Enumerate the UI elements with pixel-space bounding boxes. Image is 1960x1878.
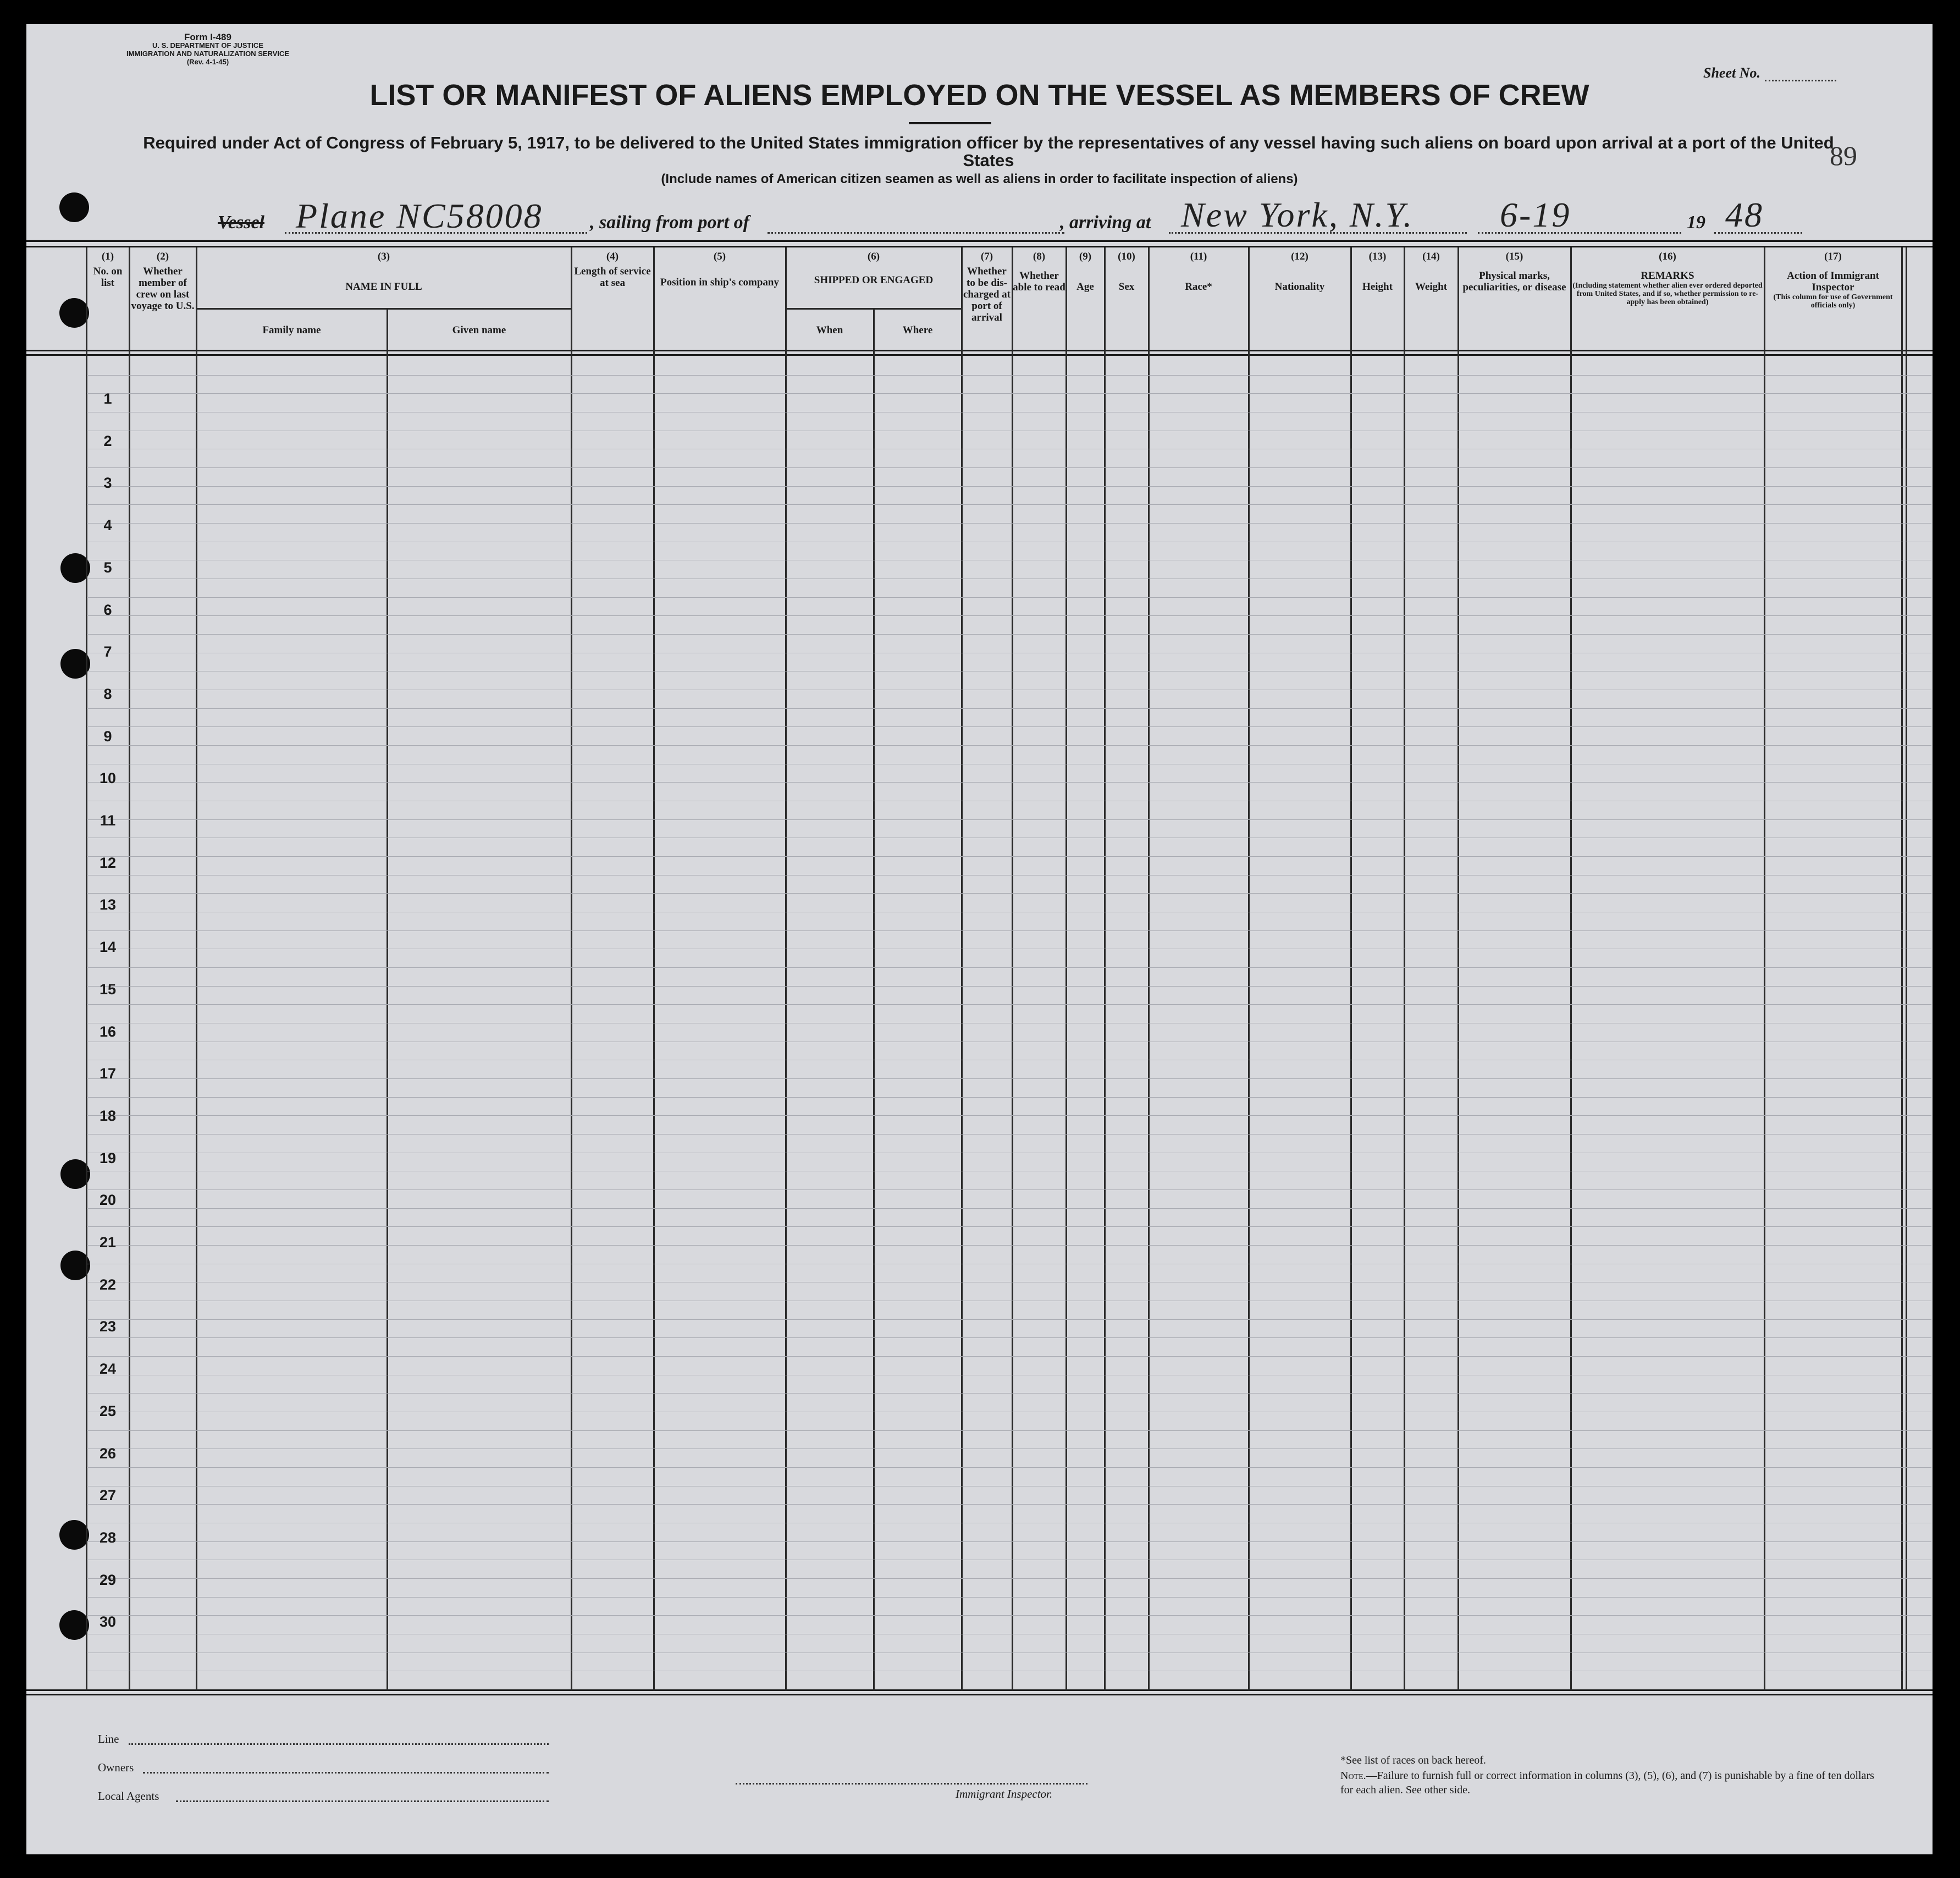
owners-label: Owners (98, 1761, 134, 1774)
row-number: 29 (99, 1572, 117, 1588)
row-number: 19 (99, 1150, 117, 1166)
penalty-note: Note.—Failure to furnish full or correct information in columns (3), (5), (6), and (7) is punishable by a fine of ten dollars for each alien. See other side. (1340, 1770, 1874, 1796)
row-number: 9 (103, 728, 112, 745)
row-rule (87, 1541, 1931, 1542)
row-rule (87, 393, 1931, 394)
row-number: 8 (103, 686, 112, 702)
row-number: 17 (99, 1065, 117, 1082)
col-header-9: (9) Age (1076, 251, 1094, 293)
row-rule (87, 856, 1931, 857)
row-rule (87, 1467, 1931, 1468)
row-rule (87, 615, 1931, 616)
row-number: 10 (99, 770, 117, 786)
row-rule (87, 1393, 1931, 1394)
table-bottom-rule (26, 1689, 1933, 1691)
row-number: 3 (103, 475, 112, 491)
vessel-value[interactable]: Plane NC58008 (296, 196, 543, 235)
department: U. S. DEPARTMENT OF JUSTICE (152, 41, 263, 49)
header-bottom-rule (26, 354, 1933, 356)
header-rule (26, 240, 1933, 242)
row-rule (87, 1578, 1931, 1579)
row-number: 26 (99, 1445, 117, 1462)
row-rule (87, 1356, 1931, 1357)
row-number: 16 (99, 1023, 117, 1040)
row-number: 25 (99, 1403, 117, 1419)
vessel-label: Vessel (218, 212, 264, 233)
row-number: 7 (103, 643, 112, 660)
row-rule (87, 1097, 1931, 1098)
agents-label: Local Agents (98, 1789, 159, 1803)
row-rule (87, 1004, 1931, 1005)
include-note: (Include names of American citizen seamen as well as aliens in order to facilitate inspection of aliens) (661, 172, 1298, 186)
punch-hole (59, 298, 89, 328)
col-sub-family-name: Family name (262, 324, 321, 336)
row-number: 5 (103, 559, 112, 576)
col-header-5: (5) Position in ship's company (660, 251, 779, 288)
table-bottom-rule (26, 1694, 1933, 1695)
sheet-no-label: Sheet No. (1703, 65, 1760, 81)
row-number: 4 (103, 517, 112, 533)
col-header-11: (11) Race* (1185, 251, 1212, 293)
row-rule (87, 967, 1931, 968)
manifest-sheet (26, 24, 1933, 1854)
col-header-4: (4) Length of service at sea (574, 251, 651, 289)
title-divider (909, 122, 991, 124)
col-header-2: (2) Whether member of crew on last voyage to U.S. (131, 251, 195, 312)
row-rule (87, 375, 1931, 376)
col-header-13: (13) Height (1362, 251, 1393, 293)
col-header-16: (16) REMARKS (Including statement whether alien ever ordered deported from United States, and if so, whether permission to re-apply has been obtained) (1572, 251, 1763, 306)
form-identifier (125, 33, 290, 66)
col-header-3: (3) NAME IN FULL (345, 251, 422, 293)
row-rule (87, 523, 1931, 524)
col-header-8: (8) Whether able to read (1013, 251, 1065, 293)
punch-hole (59, 1610, 89, 1640)
row-rule (87, 930, 1931, 931)
row-rule (87, 1504, 1931, 1505)
row-rule (87, 1597, 1931, 1598)
row-rule (87, 1337, 1931, 1338)
col-header-1: (1) No. on list (93, 251, 123, 289)
row-number: 28 (99, 1529, 117, 1546)
arriving-label: , arriving at (1060, 212, 1151, 233)
agents-field[interactable] (176, 1800, 549, 1802)
col-header-6: (6) SHIPPED OR ENGAGED (814, 251, 934, 286)
row-number: 14 (99, 939, 117, 955)
inspector-signature-field[interactable] (736, 1783, 1087, 1785)
revision: (Rev. 4-1-45) (186, 58, 229, 66)
row-rule (87, 1189, 1931, 1190)
row-rule (87, 1078, 1931, 1079)
row-number: 13 (99, 896, 117, 913)
row-rule (87, 634, 1931, 635)
row-rule (87, 745, 1931, 746)
sailing-label: , sailing from port of (590, 212, 749, 233)
row-rule (87, 819, 1931, 820)
row-rule (87, 504, 1931, 505)
punch-hole (59, 1520, 89, 1550)
row-number: 24 (99, 1361, 117, 1377)
col-header-17: (17) Action of Immigrant Inspector (This column for use of Government officials only) (1773, 251, 1893, 310)
row-rule (87, 1226, 1931, 1227)
row-rule (87, 726, 1931, 727)
form-number: Form I-489 (184, 32, 231, 42)
col-sub-when: When (816, 324, 843, 336)
row-rule (87, 893, 1931, 894)
row-number: 11 (100, 812, 116, 829)
row-rule (87, 986, 1931, 987)
row-number: 22 (99, 1276, 117, 1293)
page-title: LIST OR MANIFEST OF ALIENS EMPLOYED ON THE VESSEL AS MEMBERS OF CREW (369, 79, 1589, 112)
row-rule (87, 486, 1931, 487)
row-rule (87, 1615, 1931, 1616)
row-number: 20 (99, 1192, 117, 1208)
service-name: IMMIGRATION AND NATURALIZATION SERVICE (126, 49, 290, 58)
col-header-7: (7) Whether to be dis-charged at port of arrival (963, 251, 1011, 323)
row-rule (87, 1208, 1931, 1209)
row-number: 15 (99, 981, 117, 998)
row-number: 30 (99, 1613, 117, 1630)
subtitle: Required under Act of Congress of February 5, 1917, to be delivered to the United States immigration officer by the representatives of any vessel having such aliens on board upon arrival at a port of the United States (143, 133, 1834, 170)
row-rule (87, 1115, 1931, 1116)
year-prefix: 19 (1687, 212, 1705, 233)
col-sub-given-name: Given name (452, 324, 506, 336)
row-number: 6 (103, 602, 112, 618)
line-label: Line (98, 1732, 119, 1745)
row-rule (87, 708, 1931, 709)
races-note: *See list of races on back hereof. (1340, 1754, 1486, 1766)
row-number: 1 (103, 390, 112, 407)
col-header-10: (10) Sex (1118, 251, 1135, 293)
row-rule (87, 1430, 1931, 1431)
row-rule (87, 1245, 1931, 1246)
punch-hole (59, 192, 89, 222)
date-value[interactable]: 6-19 (1500, 195, 1571, 234)
row-rule (87, 1319, 1931, 1320)
header-bottom-rule (26, 350, 1933, 351)
row-number: 2 (103, 433, 112, 449)
owners-field[interactable] (143, 1772, 549, 1774)
arriving-value[interactable]: New York, N.Y. (1181, 195, 1414, 234)
row-number: 18 (99, 1108, 117, 1124)
inspector-label: Immigrant Inspector. (956, 1787, 1053, 1800)
col-sub-where: Where (902, 324, 933, 336)
col-header-12: (12) Nationality (1274, 251, 1325, 293)
line-field[interactable] (129, 1743, 549, 1745)
row-number: 27 (99, 1487, 117, 1503)
col-header-15: (15) Physical marks, peculiarities, or disease (1462, 251, 1566, 293)
header-rule (26, 246, 1933, 247)
stamp-number: 89 (1830, 140, 1857, 171)
row-number: 21 (99, 1234, 117, 1251)
row-number: 12 (99, 855, 117, 871)
row-rule (87, 782, 1931, 783)
col-header-14: (14) Weight (1415, 251, 1448, 293)
row-number: 23 (99, 1318, 117, 1335)
row-rule (87, 597, 1931, 598)
year-value[interactable]: 48 (1725, 195, 1764, 234)
row-rule (87, 467, 1931, 468)
